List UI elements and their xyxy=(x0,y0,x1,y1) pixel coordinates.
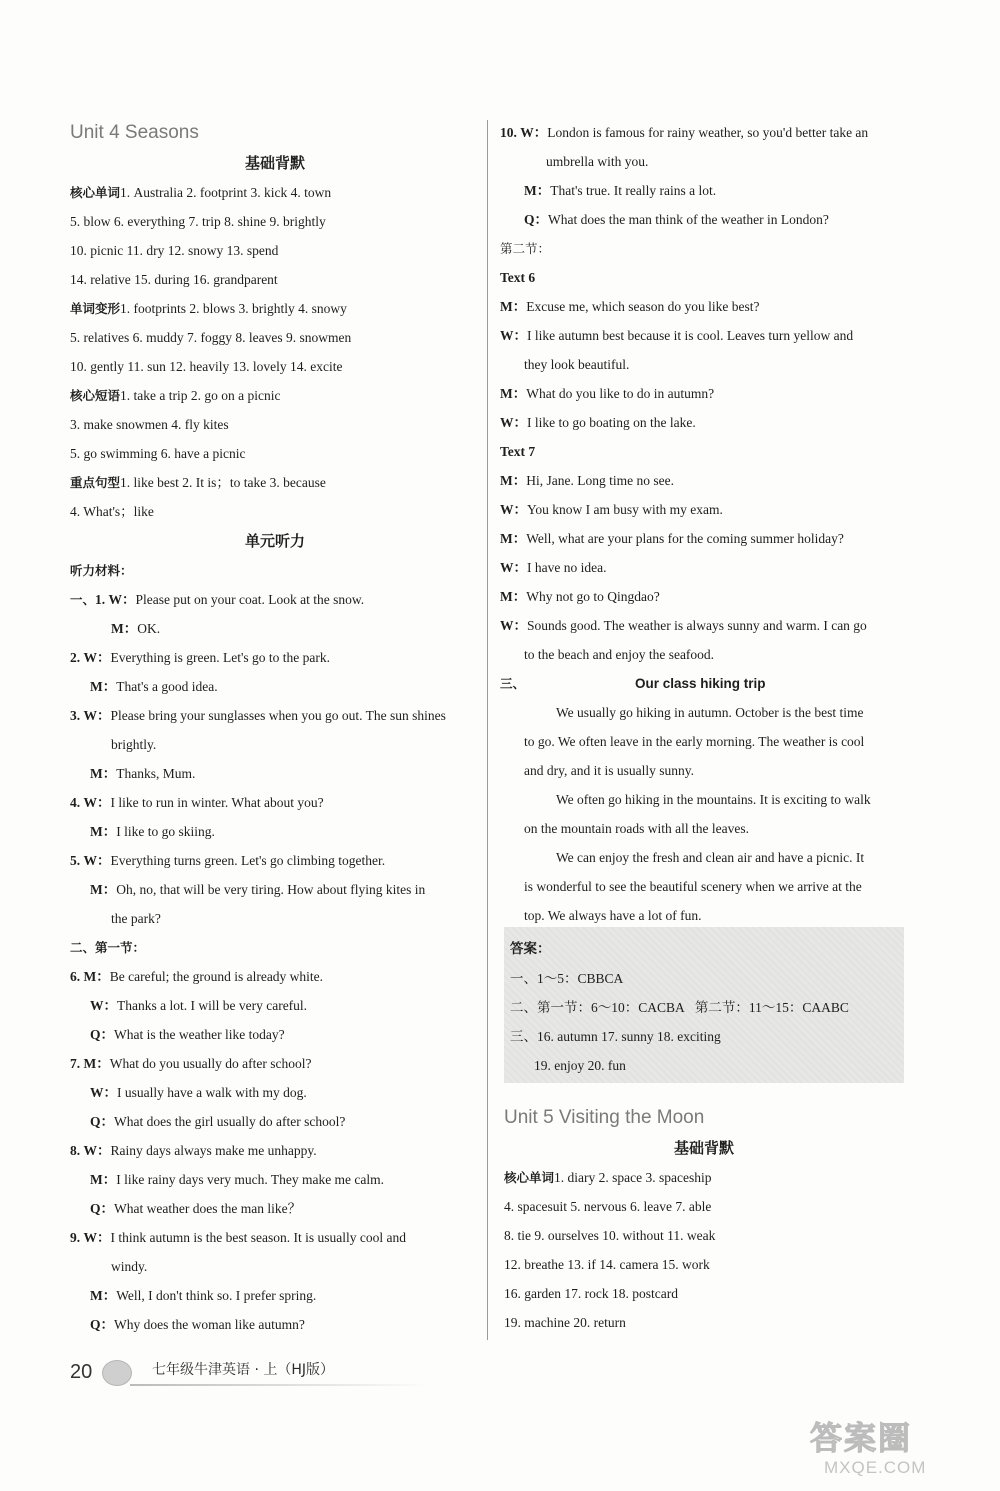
column-divider xyxy=(487,120,488,1340)
dialogue-line: M：I like to go skiing. xyxy=(90,824,215,839)
speaker-m: M： xyxy=(90,824,117,839)
core-words-line: 10. picnic 11. dry 12. snowy 13. spend xyxy=(70,243,279,258)
phrases-label: 核心短语 xyxy=(70,388,121,403)
unit5-section xyxy=(504,1103,904,1337)
dialogue-line: W：Sounds good. The weather is always sunny and warm. I can go xyxy=(500,618,867,633)
part3-marker: 三、 xyxy=(500,676,526,691)
page-number: 20 xyxy=(70,1361,93,1383)
unit5-core-label: 核心单词 xyxy=(504,1170,555,1185)
word-forms-label: 单词变形 xyxy=(70,301,121,316)
site-watermark xyxy=(810,1420,970,1480)
dialogue-line: 9. W：I think autumn is the best season. It is usually cool and xyxy=(70,1230,406,1245)
dialogue-line: 3. W：Please bring your sunglasses when you go out. The sun shines xyxy=(70,708,446,723)
core-words-line: 14. relative 15. during 16. grandparent xyxy=(70,272,278,287)
dialogue-line: Q：Why does the woman like autumn? xyxy=(90,1317,305,1332)
unit5-core-line: 4. spacesuit 5. nervous 6. leave 7. able xyxy=(504,1199,712,1214)
dialogue-line: M：Oh, no, that will be very tiring. How about flying kites in xyxy=(90,882,426,897)
unit5-core-line: 8. tie 9. ourselves 10. without 11. weak xyxy=(504,1228,716,1243)
answer-line: 二、第一节：6～10：CACBA 第二节：11～15：CAABC xyxy=(510,1000,849,1015)
text6-label: Text 6 xyxy=(500,270,536,285)
dialogue-line: they look beautiful. xyxy=(524,357,630,372)
speaker-m: M： xyxy=(500,299,527,314)
dialogue-line: 4. W：I like to run in winter. What about you? xyxy=(70,795,324,810)
answer-line: 一、1～5：CBBCA xyxy=(510,971,624,986)
speaker-w: W： xyxy=(500,415,527,430)
dialogue-line: W：I like to go boating on the lake. xyxy=(500,415,696,430)
speaker-w: W： xyxy=(500,502,527,517)
speaker-m: M： xyxy=(90,679,117,694)
speaker-q: Q： xyxy=(524,212,549,227)
core-words-line: 5. blow 6. everything 7. trip 8. shine 9. brightly xyxy=(70,214,326,229)
speaker-q: Q： xyxy=(90,1027,115,1042)
unit5-basic-title: 基础背默 xyxy=(673,1139,734,1157)
speaker-w: W： xyxy=(500,618,527,633)
speaker-w: W： xyxy=(83,708,111,723)
dialogue-line: 2. W：Everything is green. Let's go to the park. xyxy=(70,650,331,665)
speaker-w: W： xyxy=(90,1085,117,1100)
word-forms-text: 1. footprints 2. blows 3. brightly 4. snowy xyxy=(120,301,347,316)
dialogue-line: W：You know I am busy with my exam. xyxy=(500,502,723,517)
dialogue-line: M：Why not go to Qingdao? xyxy=(500,589,660,604)
dialogue-line: M：Well, what are your plans for the coming summer holiday? xyxy=(500,531,844,546)
speaker-q: Q： xyxy=(90,1114,115,1129)
unit5-core-line: 12. breathe 13. if 14. camera 15. work xyxy=(504,1257,710,1272)
right-column xyxy=(500,118,905,930)
passage-line: top. We always have a lot of fun. xyxy=(524,908,702,923)
series-logo-icon xyxy=(102,1360,132,1386)
speaker-m: M： xyxy=(524,183,551,198)
listening-material-label: 听力材料： xyxy=(70,563,133,578)
dialogue-line: W：I usually have a walk with my dog. xyxy=(90,1085,307,1100)
dialogue-line: M：That's true. It really rains a lot. xyxy=(524,183,717,198)
speaker-m: M： xyxy=(111,621,138,636)
core-words-label: 核心单词 xyxy=(70,185,121,200)
passage-line: to go. We often leave in the early morning. The weather is cool xyxy=(524,734,865,749)
dialogue-line: to the beach and enjoy the seafood. xyxy=(524,647,715,662)
book-title: 七年级牛津英语 · 上（HJ版） xyxy=(152,1362,335,1378)
sentences-text: 1. like best 2. It is；to take 3. because xyxy=(120,475,326,490)
dialogue-line: Q：What weather does the man like？ xyxy=(90,1201,302,1216)
passage-line: We can enjoy the fresh and clean air and have a picnic. It xyxy=(556,850,865,865)
dialogue-line: the park? xyxy=(111,911,161,926)
core-words-text: 1. Australia 2. footprint 3. kick 4. town xyxy=(120,185,332,200)
speaker-w: W： xyxy=(83,650,111,665)
text7-label: Text 7 xyxy=(500,444,536,459)
phrases-line: 3. make snowmen 4. fly kites xyxy=(70,417,229,432)
dialogue-line: 7. M：What do you usually do after school? xyxy=(70,1056,312,1071)
answer-label: 答案： xyxy=(510,941,551,957)
unit4-title: Unit 4 Seasons xyxy=(70,122,199,143)
speaker-w: W： xyxy=(90,998,117,1013)
speaker-m: M： xyxy=(500,531,527,546)
speaker-m: M： xyxy=(90,882,117,897)
passage-line: on the mountain roads with all the leaves. xyxy=(524,821,749,836)
listening-title: 单元听力 xyxy=(244,532,305,550)
watermark-logo-text: 答案圈 xyxy=(810,1419,913,1457)
speaker-w: W： xyxy=(500,560,527,575)
dialogue-line: M：I like rainy days very much. They make me calm. xyxy=(90,1172,385,1187)
speaker-m: M： xyxy=(90,1172,117,1187)
dialogue-line: Q：What does the girl usually do after school? xyxy=(90,1114,346,1129)
speaker-w: W： xyxy=(83,1143,111,1158)
dialogue-line: Q：What is the weather like today? xyxy=(90,1027,285,1042)
left-column xyxy=(70,118,480,1339)
speaker-m: M： xyxy=(500,589,527,604)
dialogue-line: 6. M：Be careful; the ground is already white. xyxy=(70,969,324,984)
dialogue-line: 一、1. W：Please put on your coat. Look at the snow. xyxy=(70,592,365,607)
passage-title: Our class hiking trip xyxy=(635,676,766,691)
part2-label: 二、第一节： xyxy=(70,940,146,955)
part-marker: 一、 xyxy=(70,592,96,607)
section2-label: 第二节： xyxy=(500,241,551,256)
passage-line: is wonderful to see the beautiful scenery when we arrive at the xyxy=(524,879,862,894)
phrases-line xyxy=(70,381,480,410)
speaker-w: W： xyxy=(108,592,136,607)
phrases-text: 1. take a trip 2. go on a picnic xyxy=(120,388,281,403)
answer-line: 三、16. autumn 17. sunny 18. exciting xyxy=(510,1029,721,1044)
word-forms-line: 10. gently 11. sun 12. heavily 13. lovely 14. excite xyxy=(70,359,343,374)
watermark-url: MXQE.COM xyxy=(824,1458,927,1477)
speaker-w: W： xyxy=(520,125,548,140)
dialogue-line: M：Well, I don't think so. I prefer spring. xyxy=(90,1288,317,1303)
dialogue-line: brightly. xyxy=(111,737,157,752)
speaker-q: Q： xyxy=(90,1201,115,1216)
core-words-line xyxy=(70,178,480,207)
speaker-m: M： xyxy=(90,1288,117,1303)
dialogue-line: M：That's a good idea. xyxy=(90,679,218,694)
part3-heading xyxy=(500,669,905,698)
speaker-q: Q： xyxy=(90,1317,115,1332)
word-forms-line xyxy=(70,294,480,323)
speaker-m: M： xyxy=(500,473,527,488)
unit5-title: Unit 5 Visiting the Moon xyxy=(504,1107,705,1128)
speaker-w: W： xyxy=(83,1230,111,1245)
dialogue-line: 10. W：London is famous for rainy weather, so you'd better take an xyxy=(500,125,869,140)
answer-line: 19. enjoy 20. fun xyxy=(534,1058,626,1073)
dialogue-line: windy. xyxy=(111,1259,148,1274)
dialogue-line: M：Excuse me, which season do you like best? xyxy=(500,299,760,314)
dialogue-line: 5. W：Everything turns green. Let's go climbing together. xyxy=(70,853,386,868)
dialogue-line: Q：What does the man think of the weather in London? xyxy=(524,212,829,227)
dialogue-line: M：Hi, Jane. Long time no see. xyxy=(500,473,674,488)
dialogue-line: W：I have no idea. xyxy=(500,560,607,575)
word-forms-line: 5. relatives 6. muddy 7. foggy 8. leaves 9. snowmen xyxy=(70,330,352,345)
unit4-basic-title: 基础背默 xyxy=(244,154,305,172)
unit5-core-line: 19. machine 20. return xyxy=(504,1315,626,1330)
unit5-core-line: 16. garden 17. rock 18. postcard xyxy=(504,1286,678,1301)
dialogue-line: M：What do you like to do in autumn? xyxy=(500,386,715,401)
dialogue-line: W：Thanks a lot. I will be very careful. xyxy=(90,998,308,1013)
passage-line: and dry, and it is usually sunny. xyxy=(524,763,694,778)
speaker-m: M： xyxy=(500,386,527,401)
dialogue-line: M：OK. xyxy=(111,621,161,636)
speaker-w: W： xyxy=(83,795,111,810)
dialogue-line: M：Thanks, Mum. xyxy=(90,766,196,781)
passage-line: We usually go hiking in autumn. October is the best time xyxy=(556,705,864,720)
sentences-line xyxy=(70,468,480,497)
speaker-w: W： xyxy=(500,328,527,343)
speaker-m: M： xyxy=(83,969,110,984)
speaker-m: M： xyxy=(90,766,117,781)
footer-rule xyxy=(130,1384,430,1386)
dialogue-line: umbrella with you. xyxy=(546,154,649,169)
page-footer xyxy=(70,1358,370,1388)
sentences-label: 重点句型 xyxy=(70,475,121,490)
speaker-m: M： xyxy=(83,1056,110,1071)
unit5-core-line: 核心单词1. diary 2. space 3. spaceship xyxy=(504,1170,712,1185)
answer-box xyxy=(504,927,904,1083)
dialogue-line: W：I like autumn best because it is cool. Leaves turn yellow and xyxy=(500,328,854,343)
speaker-w: W： xyxy=(83,853,111,868)
dialogue-line: 8. W：Rainy days always make me unhappy. xyxy=(70,1143,317,1158)
sentences-line: 4. What's；like xyxy=(70,504,154,519)
passage-line: We often go hiking in the mountains. It is exciting to walk xyxy=(556,792,871,807)
phrases-line: 5. go swimming 6. have a picnic xyxy=(70,446,246,461)
